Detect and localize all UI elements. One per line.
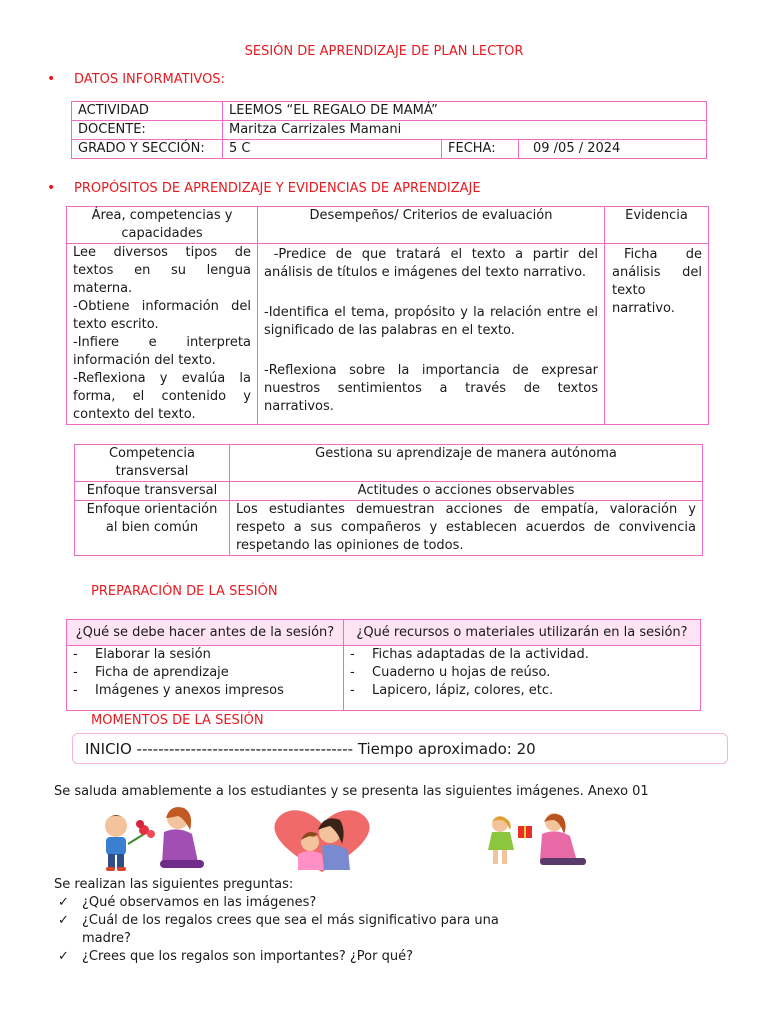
competencia-value: Gestiona su aprendizaje de manera autónoma	[230, 445, 703, 482]
desempeno-item: -Reflexiona sobre la importancia de expresar nuestros sentimientos a través de textos narrativos.	[264, 363, 603, 414]
list-item: ✓ ¿Crees que los regalos son importantes? ¿Por qué?	[58, 949, 413, 964]
col-evidencia-header: Evidencia	[605, 207, 709, 244]
enfoque-value: Actitudes o acciones observables	[230, 482, 703, 501]
checkmark-icon: ✓	[58, 949, 69, 964]
area-line: -Infiere e interpreta información del texto.	[73, 335, 251, 368]
table-row	[75, 482, 703, 501]
area-line: -Reflexiona y evalúa la forma, el contenido y contexto del texto.	[73, 371, 251, 422]
table-row	[67, 244, 709, 425]
col-area-header: Área, competencias y capacidades	[67, 207, 258, 244]
preguntas-heading: Se realizan las siguientes preguntas:	[54, 877, 294, 892]
preparacion-table	[66, 619, 701, 711]
enfoque-label: Enfoque transversal	[75, 482, 230, 501]
area-line: -Obtiene información del texto escrito.	[73, 299, 251, 332]
table-row	[67, 646, 701, 711]
col-desempenos-header: Desempeños/ Criterios de evaluación	[258, 207, 605, 244]
table-row	[72, 102, 707, 121]
desempeno-item: -Predice de que tratará el texto a partir del análisis de títulos e imágenes del texto narrativo.	[264, 247, 603, 280]
datos-heading: • DATOS INFORMATIVOS:	[47, 71, 225, 87]
fecha-label: FECHA:	[442, 140, 519, 159]
area-line: Lee diversos tipos de textos en su lengua materna.	[73, 245, 251, 296]
docente-value: Maritza Carrizales Mamani	[223, 121, 707, 140]
antes-cell	[67, 646, 344, 711]
desempeno-item: -Identifica el tema, propósito y la relación entre el significado de las palabras en el texto.	[264, 305, 603, 338]
preguntas-list	[54, 894, 514, 966]
desempenos-cell	[258, 244, 605, 425]
list-item: ✓ ¿Cuál de los regalos crees que sea el más significativo para una madre?	[58, 913, 499, 946]
col-antes-header: ¿Qué se debe hacer antes de la sesión?	[67, 620, 344, 646]
page-title: SESIÓN DE APRENDIZAJE DE PLAN LECTOR	[244, 44, 524, 59]
inicio-box: INICIO ---------------------------------------- Tiempo aproximado: 20	[72, 733, 728, 764]
momentos-heading: MOMENTOS DE LA SESIÓN	[91, 713, 264, 728]
checkmark-icon: ✓	[58, 895, 69, 910]
mother-daughter-heart-image	[268, 808, 376, 874]
propositos-heading: • PROPÓSITOS DE APRENDIZAJE Y EVIDENCIAS DE APRENDIZAJE	[47, 180, 481, 196]
list-item: - Imágenes y anexos impresos	[67, 682, 343, 700]
docente-label: DOCENTE:	[72, 121, 223, 140]
intro-text: Se saluda amablemente a los estudiantes y se presenta las siguientes imágenes. Anexo 01	[54, 784, 649, 799]
table-row	[67, 620, 701, 646]
evidencia-cell: Ficha de análisis del texto narrativo.	[605, 244, 709, 425]
col-recursos-header: ¿Qué recursos o materiales utilizarán en la sesión?	[344, 620, 701, 646]
orientacion-value: Los estudiantes demuestran acciones de empatía, valoración y respeto a sus compañeros y establecen acuerdos de convivencia respetando las opiniones de todos.	[230, 501, 703, 556]
table-row	[72, 140, 707, 159]
fecha-value: 09 /05 / 2024	[519, 140, 707, 159]
grado-value: 5 C	[223, 140, 442, 159]
bullet-icon: •	[47, 180, 56, 196]
actividad-value: LEEMOS “EL REGALO DE MAMÁ”	[223, 102, 707, 121]
area-cell	[67, 244, 258, 425]
girl-gives-gift-image	[484, 812, 592, 870]
grado-label: GRADO Y SECCIÓN:	[72, 140, 223, 159]
table-row	[72, 121, 707, 140]
boy-gives-flowers-image	[94, 804, 214, 874]
competencia-label: Competencia transversal	[75, 445, 230, 482]
list-item: - Fichas adaptadas de la actividad.	[344, 646, 700, 664]
bullet-icon: •	[47, 71, 56, 87]
list-item: ✓ ¿Qué observamos en las imágenes?	[58, 895, 317, 910]
list-item: - Cuaderno u hojas de reúso.	[344, 664, 700, 682]
datos-table	[71, 101, 707, 159]
recursos-cell	[344, 646, 701, 711]
actividad-label: ACTIVIDAD	[72, 102, 223, 121]
propositos-table	[66, 206, 709, 425]
transversal-table	[74, 444, 703, 556]
antes-list	[67, 646, 343, 700]
checkmark-icon: ✓	[58, 913, 69, 928]
table-row	[75, 445, 703, 482]
list-item: - Lapicero, lápiz, colores, etc.	[344, 682, 700, 700]
orientacion-label: Enfoque orientación al bien común	[75, 501, 230, 556]
table-row	[75, 501, 703, 556]
preparacion-heading: PREPARACIÓN DE LA SESIÓN	[91, 584, 278, 599]
recursos-list	[344, 646, 700, 700]
list-item: - Elaborar la sesión	[67, 646, 343, 664]
list-item: - Ficha de aprendizaje	[67, 664, 343, 682]
table-row	[67, 207, 709, 244]
